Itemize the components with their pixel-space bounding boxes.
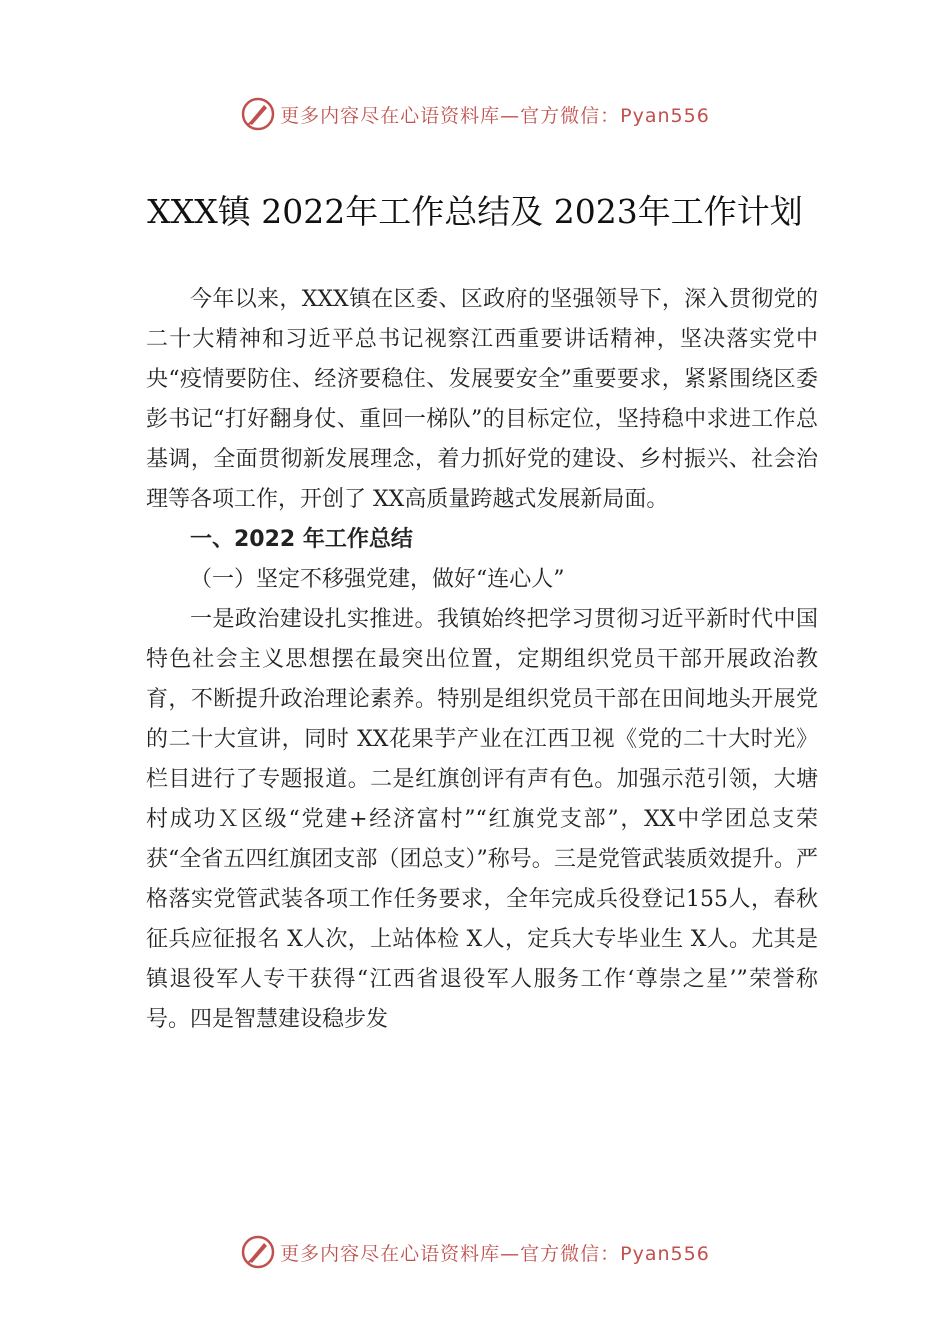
header-watermark-banner: [0, 94, 950, 134]
body-paragraph: 一是政治建设扎实推进。我镇始终把学习贯彻习近平新时代中国特色社会主义思想摆在最突出位置，定期组织党员干部开展政治教育，不断提升政治理论素养。特别是组织党员干部在田间地头开展党的二十大宣讲，同时 XX花果芋产业在江西卫视《党的二十大时光》栏目进行了专题报道。二是红旗创评有声有色。加强示范引领，大塘村成功Ｘ区级“党建+经济富村”“红旗党支部”，XX中学团总支荣获“全省五四红旗团支部（团总支）”称号。三是党管武装质效提升。严格落实党管武装各项工作任务要求，全年完成兵役登记155人，春秋征兵应征报名 X人次，上站体检 X人，定兵大专毕业生 X人。尤其是镇退役军人专干获得“江西省退役军人服务工作‘尊崇之星’”荣誉称号。四是智慧建设稳步发: [146, 607, 818, 1032]
document-body: [146, 280, 818, 1040]
intro-paragraph: 今年以来，XXX镇在区委、区政府的坚强领导下，深入贯彻党的二十大精神和习近平总书记视察江西重要讲话精神，坚决落实党中央“疫情要防住、经济要稳住、发展要安全”重要要求，紧紧围绕区委彭书记“打好翻身仗、重回一梯队”的目标定位，坚持稳中求进工作总基调，全面贯彻新发展理念，着力抓好党的建设、乡村振兴、社会治理等各项工作，开创了 XX高质量跨越式发展新局面。: [146, 287, 818, 512]
document-title: XXX镇 2022年工作总结及 2023年工作计划: [147, 192, 803, 231]
subsection-heading: （一）坚定不移强党建，做好“连心人”: [190, 567, 565, 592]
footer-watermark-banner: [0, 1232, 950, 1272]
quill-logo-icon: [240, 96, 276, 132]
quill-logo-icon: [240, 1234, 276, 1270]
watermark-text: 更多内容尽在心语资料库—官方微信：Pyan556: [280, 1242, 710, 1265]
watermark-text: 更多内容尽在心语资料库—官方微信：Pyan556: [280, 104, 710, 127]
section-heading: 一、2022 年工作总结: [190, 527, 413, 552]
